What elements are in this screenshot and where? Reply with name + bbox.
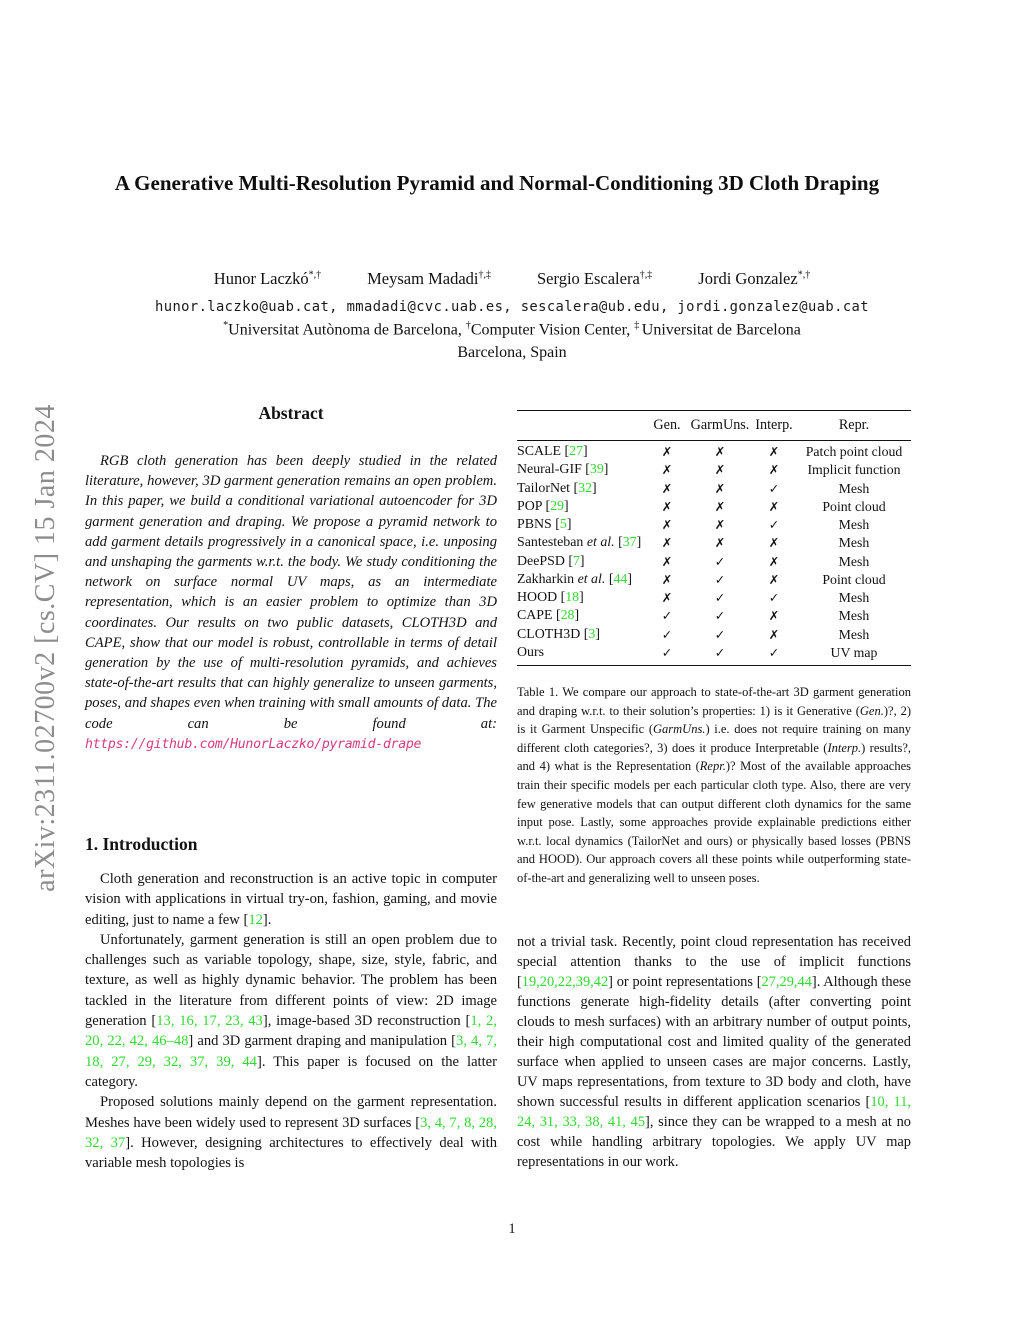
- representation-cell: Mesh: [838, 590, 870, 605]
- garmuns-mark: ✓: [714, 608, 726, 624]
- table-header-row: [517, 410, 911, 441]
- garmuns-mark: ✗: [714, 498, 726, 514]
- text-segment: ]: [592, 480, 597, 496]
- intro-paragraph-1: [85, 869, 497, 930]
- right-column-paragraph: [517, 932, 911, 1172]
- text-segment: et al.: [577, 571, 606, 587]
- table-header-gen: Gen.: [653, 417, 681, 433]
- interp-mark: ✓: [768, 644, 780, 660]
- text-segment: ]: [603, 462, 609, 478]
- citation-ref[interactable]: 12: [248, 911, 263, 928]
- text-segment: ]. Although these functions generate high-fidelity details (after converting point clouds to mesh surfaces) with an arbitrary number of output points, their high computational cost and limited quality of the generated surface when applied to unseen cases are major concerns. Lastly, UV maps representations, from texture to 3D body and cloth, have shown successful results in different application scenarios [: [517, 974, 911, 1110]
- author-3: [537, 269, 652, 289]
- garmuns-mark: ✓: [714, 553, 726, 569]
- author-4: [698, 269, 810, 289]
- representation-cell: Point cloud: [822, 498, 886, 514]
- text-segment: RGB cloth generation has been deeply studied in the related literature, however, 3D garment generation remains an open problem. In this paper, we build a conditional variational autoencoder for 3D garment generation and draping. We propose a pyramid network to add garment details progressively in a canonical space, i.e. unposing and unshaping the garments w.r.t. the body. We study conditioning the network on surface normal UV maps, as an intermediate representation, which is an easier problem to optimize than 3D coordinates. Our results on two public datasets, CLOTH3D and CAPE, show that our model is robust, controllable in terms of detail generation by the use of multi-resolution pyramids, and achieves state-of-the-art results that can highly generalize to unseen garments, poses, and shapes even when training with small amounts of data. The code can be found at:: [85, 453, 497, 732]
- introduction-heading: 1. Introduction: [85, 834, 198, 854]
- text-segment: Santesteban: [517, 535, 587, 551]
- text-segment: ) results?, and 4) what is the Representation (: [517, 740, 911, 774]
- author-affmark: *,†: [308, 269, 322, 281]
- representation-cell: Point cloud: [822, 571, 886, 587]
- text-segment: *: [223, 320, 229, 331]
- gen-mark: ✗: [661, 553, 673, 569]
- method-name: [517, 480, 645, 498]
- text-segment: Unfortunately, garment generation is still an open problem due to challenges such as variable topology, shape, size, style, fabric, and texture, as well as highly dynamic behavior. The problem has been tackled in the literature from different points of view: 2D image generation [: [85, 931, 497, 1030]
- citation-ref[interactable]: 37: [622, 535, 637, 551]
- representation-cell: Mesh: [838, 517, 870, 532]
- citation-ref[interactable]: 19,20,22,39,42: [521, 974, 609, 990]
- gen-mark: ✓: [661, 608, 673, 624]
- text-segment: ], since they can be wrapped to a mesh at no cost while handling arbitrary topologies. We apply UV map representations in our work.: [517, 1114, 911, 1170]
- text-segment: Interp.: [827, 740, 862, 755]
- text-segment: CAPE [: [517, 608, 561, 624]
- text-segment: PBNS [: [517, 517, 560, 532]
- interp-mark: ✓: [768, 480, 780, 496]
- garmuns-mark: ✓: [714, 644, 726, 660]
- text-segment: †: [465, 320, 471, 331]
- text-segment: )? Most of the available approaches train their specific models per each particular cloth type. Also, there are very few generative models that can output different cloth dynamics for the same input pose. Lastly, some approaches provide explainable predictions either w.r.t. local dynamics (TailorNet and ours) or physically based losses (PBNS and HOOD). Our approach covers all these points while outperforming state-of-the-art and generalizing well to unseen poses.: [517, 759, 911, 885]
- text-segment: Cloth generation and reconstruction is an active topic in computer vision with applications in virtual try-on, fashion, gaming, and movie editing, just to name a few [: [85, 871, 497, 928]
- representation-cell: Mesh: [838, 553, 870, 569]
- abstract-heading: Abstract: [258, 403, 324, 423]
- citation-ref[interactable]: 10, 11, 24, 31, 33, 38, 41, 45: [517, 1094, 911, 1130]
- text-segment: Table 1. We compare our approach to state-of-the-art 3D garment generation and draping w.r.t. to their solution’s properties: 1) is it Generative (: [517, 685, 911, 718]
- gen-mark: ✗: [661, 462, 673, 478]
- text-segment: Computer Vision Center,: [470, 321, 635, 339]
- arxiv-watermark: arXiv:2311.02700v2 [cs.CV] 15 Jan 2024: [30, 404, 61, 892]
- gen-mark: ✗: [661, 444, 673, 459]
- text-segment: Universitat Autònoma de Barcelona,: [228, 321, 466, 339]
- garmuns-mark: ✓: [714, 571, 726, 587]
- external-link[interactable]: https://github.com/HunorLaczko/pyramid-drape: [85, 736, 422, 752]
- author-name: Jordi Gonzalez: [698, 269, 798, 288]
- method-name: [517, 589, 645, 607]
- table-row: [517, 461, 911, 479]
- text-segment: ]: [636, 535, 642, 551]
- gen-mark: ✗: [661, 498, 673, 514]
- table-header-interp: Interp.: [755, 417, 793, 433]
- author-affmark: †,‡: [478, 269, 491, 281]
- intro-paragraph-2: [85, 930, 497, 1092]
- comparison-table: [517, 410, 911, 666]
- interp-mark: ✗: [768, 571, 780, 587]
- interp-mark: ✓: [768, 517, 780, 532]
- text-segment: [: [605, 571, 614, 587]
- table-row: [517, 589, 911, 607]
- garmuns-mark: ✓: [714, 626, 726, 642]
- affiliations: [0, 320, 1024, 339]
- text-segment: ], image-based 3D reconstruction [: [262, 1013, 471, 1030]
- citation-ref[interactable]: 3: [588, 626, 596, 642]
- comparison-table-rows: [517, 441, 911, 666]
- citation-ref[interactable]: 39: [589, 462, 604, 478]
- author-emails: hunor.laczko@uab.cat, mmadadi@cvc.uab.es, sescalera@ub.edu, jordi.gonzalez@uab.cat: [155, 299, 869, 315]
- table-row: [517, 644, 911, 662]
- garmuns-mark: ✗: [714, 480, 726, 496]
- table-row: [517, 516, 911, 534]
- page-number: 1: [508, 1221, 516, 1237]
- text-segment: Zakharkin: [517, 571, 578, 587]
- text-segment: ]: [582, 444, 588, 459]
- text-segment: DeePSD [: [517, 553, 573, 569]
- author-2: [367, 269, 491, 289]
- interp-mark: ✗: [768, 626, 780, 642]
- table-row: [517, 553, 911, 571]
- text-segment: ]: [595, 626, 600, 642]
- text-segment: ] and 3D garment draping and manipulation [: [188, 1033, 457, 1050]
- gen-mark: ✓: [661, 626, 673, 642]
- gen-mark: ✗: [661, 480, 673, 496]
- text-segment: GarmUns.: [653, 722, 706, 737]
- citation-ref[interactable]: 3, 4, 7, 18, 27, 29, 32, 37, 39, 44: [85, 1033, 497, 1070]
- table-row: [517, 498, 911, 516]
- citation-ref[interactable]: 32: [578, 480, 593, 496]
- table-row: [517, 571, 911, 589]
- citation-ref[interactable]: 5: [559, 517, 567, 532]
- representation-cell: Mesh: [838, 626, 870, 642]
- method-name: [517, 553, 645, 571]
- text-segment: Universitat de Barcelona: [641, 321, 801, 339]
- method-name: [517, 461, 645, 479]
- table-row: [517, 443, 911, 461]
- citation-ref[interactable]: 28: [560, 608, 575, 624]
- garmuns-mark: ✗: [714, 444, 726, 459]
- gen-mark: ✓: [661, 644, 673, 660]
- citation-ref[interactable]: 18: [565, 590, 580, 605]
- method-name: [517, 534, 645, 552]
- text-segment: ]: [566, 517, 572, 532]
- interp-mark: ✗: [768, 553, 780, 569]
- table-row: [517, 607, 911, 625]
- table-header-garmuns: GarmUns.: [690, 417, 750, 433]
- citation-ref[interactable]: 29: [550, 498, 564, 514]
- table-row: [517, 480, 911, 498]
- table-row: [517, 534, 911, 552]
- representation-cell: UV map: [830, 644, 878, 660]
- text-segment: ]: [627, 571, 632, 587]
- text-segment: ‡: [634, 320, 642, 331]
- abstract-body: [85, 451, 497, 755]
- text-segment: ].: [262, 911, 272, 928]
- text-segment: Repr.: [699, 759, 726, 774]
- text-segment: ]: [579, 553, 585, 569]
- text-segment: TailorNet [: [517, 480, 579, 496]
- text-segment: [: [614, 535, 623, 551]
- text-segment: )?, 2) is it Garment Unspecific (: [517, 703, 911, 737]
- gen-mark: ✗: [661, 571, 673, 587]
- text-segment: Proposed solutions mainly depend on the garment representation. Meshes have been widely used to represent 3D surfaces [: [85, 1094, 497, 1131]
- text-segment: not a trivial task. Recently, point cloud representation has received special attention thanks to the use of implicit functions [: [517, 934, 911, 990]
- gen-mark: ✗: [661, 535, 673, 551]
- author-list: [0, 269, 1024, 289]
- method-name: [517, 571, 645, 589]
- text-segment: CLOTH3D [: [517, 626, 589, 642]
- representation-cell: Patch point cloud: [805, 444, 903, 459]
- table-header-repr: Repr.: [838, 417, 870, 433]
- text-segment: ]: [579, 590, 584, 605]
- author-affmark: *,†: [797, 269, 811, 281]
- text-segment: ]: [574, 608, 580, 624]
- text-segment: Neural-GIF [: [517, 462, 590, 478]
- intro-paragraph-3: [85, 1092, 497, 1173]
- representation-cell: Mesh: [838, 480, 870, 496]
- interp-mark: ✗: [768, 535, 780, 551]
- interp-mark: ✓: [768, 590, 780, 605]
- citation-ref[interactable]: 3, 4, 7, 8, 28, 32, 37: [85, 1114, 498, 1151]
- text-segment: ]: [563, 498, 569, 514]
- citation-ref[interactable]: 1, 2, 20, 22, 42, 46–48: [85, 1013, 497, 1050]
- representation-cell: Mesh: [838, 535, 870, 551]
- citation-ref[interactable]: 13, 16, 17, 23, 43: [156, 1013, 263, 1030]
- text-segment: ]. However, designing architectures to effectively deal with variable mesh topologies is: [85, 1134, 498, 1172]
- text-segment: Ours: [517, 644, 545, 660]
- method-name: [517, 626, 645, 644]
- text-segment: et al.: [586, 535, 615, 551]
- text-segment: Gen.: [859, 703, 884, 718]
- text-segment: SCALE [: [517, 444, 570, 459]
- citation-ref[interactable]: 27: [569, 444, 583, 459]
- garmuns-mark: ✗: [714, 535, 726, 551]
- author-1: [214, 269, 321, 289]
- table-caption: [517, 683, 911, 888]
- author-name: Hunor Laczkó: [213, 269, 309, 288]
- introduction-body: [85, 869, 497, 1173]
- interp-mark: ✗: [768, 462, 780, 478]
- method-name: [517, 516, 645, 534]
- author-name: Meysam Madadi: [367, 269, 479, 288]
- author-name: Sergio Escalera: [537, 269, 640, 288]
- table-row: [517, 626, 911, 644]
- garmuns-mark: ✗: [714, 462, 726, 478]
- citation-ref[interactable]: 7: [572, 553, 580, 569]
- author-affmark: †,‡: [639, 269, 653, 281]
- method-name: [517, 607, 645, 625]
- garmuns-mark: ✓: [714, 590, 726, 605]
- text-segment: POP [: [517, 498, 551, 514]
- representation-cell: Implicit function: [807, 462, 901, 478]
- text-segment: ]. This paper is focused on the latter category.: [85, 1053, 497, 1090]
- interp-mark: ✗: [768, 498, 780, 514]
- citation-ref[interactable]: 44: [613, 571, 628, 587]
- method-name: [517, 644, 645, 662]
- representation-cell: Mesh: [838, 608, 870, 624]
- gen-mark: ✗: [661, 590, 673, 605]
- method-name: [517, 443, 645, 461]
- interp-mark: ✗: [768, 608, 780, 624]
- text-segment: ] or point representations [: [608, 974, 762, 990]
- interp-mark: ✗: [768, 444, 780, 459]
- affiliation-location: Barcelona, Spain: [457, 344, 567, 361]
- garmuns-mark: ✗: [714, 517, 726, 532]
- citation-ref[interactable]: 27,29,44: [761, 974, 812, 990]
- text-segment: ) i.e. does not require training on many different cloth categories?, 3) does it produce Interpretable (: [517, 722, 911, 755]
- gen-mark: ✗: [661, 517, 673, 532]
- paper-title: A Generative Multi-Resolution Pyramid and Normal-Conditioning 3D Cloth Draping: [114, 171, 880, 195]
- method-name: [517, 498, 645, 516]
- text-segment: HOOD [: [517, 590, 566, 605]
